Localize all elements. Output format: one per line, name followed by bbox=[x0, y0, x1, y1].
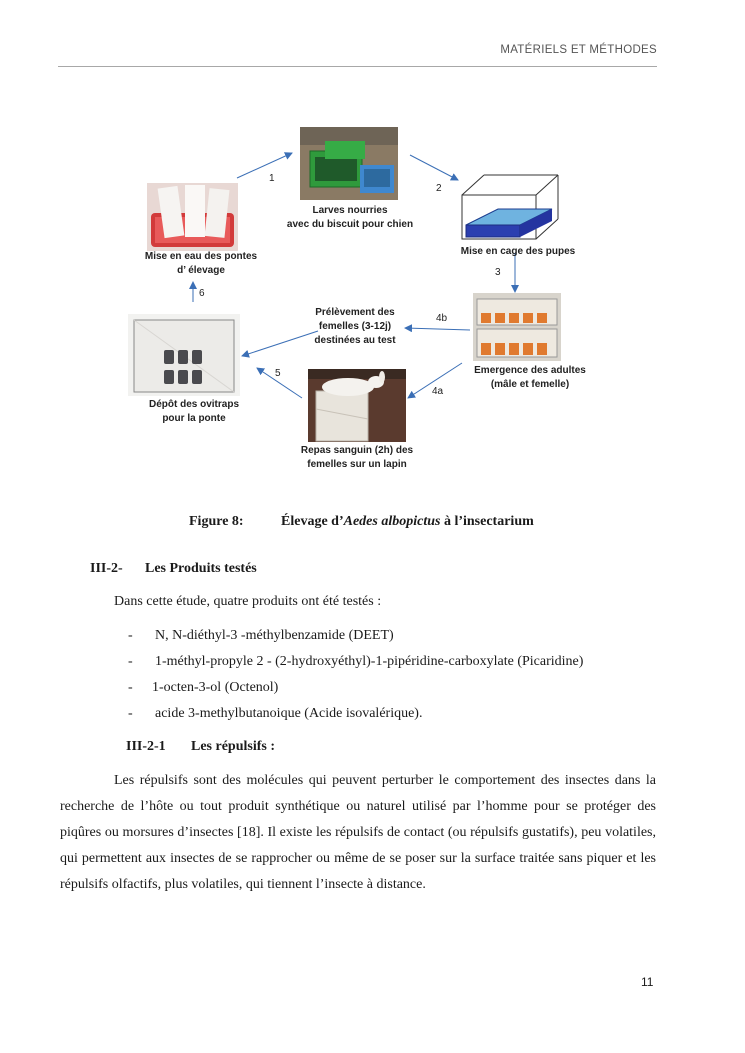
step-number-4a: 4a bbox=[432, 386, 444, 397]
caption-larvae: Larves nourries avec du biscuit pour chien bbox=[286, 205, 414, 230]
step-number-2: 2 bbox=[436, 183, 442, 194]
caption-sampling: Prélèvement des femelles (3-12j) destinées au test bbox=[314, 307, 396, 346]
arrow-2 bbox=[410, 155, 458, 180]
list-item: - N, N-diéthyl-3 -méthylbenzamide (DEET) bbox=[128, 628, 394, 643]
bullet-marker: - bbox=[128, 654, 133, 669]
list-item: - 1-méthyl-propyle 2 - (2-hydroxyéthyl)-1-pipéridine-carboxylate (Picaridine) bbox=[128, 654, 584, 669]
rabbit-blood-meal-photo bbox=[308, 369, 406, 442]
bullet-marker: - bbox=[128, 706, 133, 721]
subsection-number: III-2-1 bbox=[126, 739, 166, 754]
ovitraps-cage-photo bbox=[128, 314, 240, 396]
body-paragraph: Les répulsifs sont des molécules qui peuvent perturber le comportement des insectes dans la recherche de l’hôte ou tout produit synthétique ou naturel utilisé par l’homme pour se protéger des piqûres ou morsures d’insectes [18]. Il existe les répulsifs de contact (ou répulsifs gustatifs), peu volatiles, qui permettent aux insectes de se rapprocher ou même de se poser sur la surface traitée sans piquer et les répulsifs olfactifs, plus volatiles, qui tiennent l’insecte à distance. bbox=[60, 773, 656, 892]
bullet-marker: - bbox=[128, 628, 133, 643]
list-item: - acide 3-methylbutanoique (Acide isovalérique). bbox=[128, 706, 423, 721]
running-header: MATÉRIELS ET MÉTHODES bbox=[500, 44, 657, 56]
caption-soaking: Mise en eau des pontes d’ élevage bbox=[144, 251, 258, 276]
section-title: Les Produits testés bbox=[145, 561, 257, 576]
egg-soaking-photo bbox=[147, 183, 238, 251]
step-number-5: 5 bbox=[275, 368, 281, 379]
figure-title: Élevage d’Aedes albopictus à l’insectarium bbox=[281, 514, 534, 529]
section-intro: Dans cette étude, quatre produits ont été testés : bbox=[114, 594, 382, 609]
adult-cages-photo bbox=[473, 293, 561, 361]
caption-pupae: Mise en cage des pupes bbox=[460, 246, 576, 257]
figure-label: Figure 8: bbox=[189, 514, 244, 529]
caption-ovitraps: Dépôt des ovitraps pour la ponte bbox=[148, 399, 240, 424]
step-number-3: 3 bbox=[495, 267, 501, 278]
arrow-1 bbox=[237, 153, 292, 178]
caption-adults: Emergence des adultes (mâle et femelle) bbox=[474, 365, 586, 390]
caption-blood-meal: Repas sanguin (2h) des femelles sur un lapin bbox=[300, 445, 414, 470]
step-number-6: 6 bbox=[199, 288, 205, 299]
step-number-1: 1 bbox=[269, 173, 275, 184]
list-item: - 1-octen-3-ol (Octenol) bbox=[128, 680, 279, 695]
section-number: III-2- bbox=[90, 561, 123, 576]
pupae-cage-drawing bbox=[458, 173, 562, 243]
page-number: 11 bbox=[641, 975, 654, 989]
bullet-marker: - bbox=[128, 680, 133, 695]
subsection-title: Les répulsifs : bbox=[191, 739, 275, 754]
arrow-4b bbox=[405, 328, 470, 330]
larvae-trays-photo bbox=[300, 127, 398, 200]
step-number-4b: 4b bbox=[436, 313, 448, 324]
